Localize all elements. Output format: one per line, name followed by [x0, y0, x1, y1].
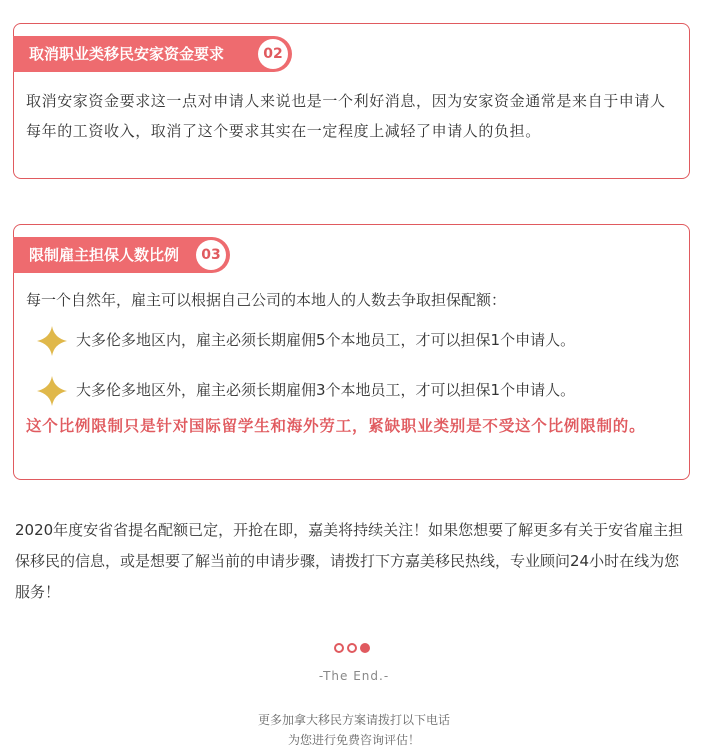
gold-star-icon: [36, 325, 68, 357]
dot-icon: [360, 643, 370, 653]
section-intro: 每一个自然年，雇主可以根据自己公司的本地人的人数去争取担保配额：: [26, 291, 507, 309]
gold-star-icon: [36, 375, 68, 407]
three-dots-icon: [332, 641, 376, 655]
list-item-text: 大多伦多地区内，雇主必须长期雇佣5个本地员工，才可以担保1个申请人。: [76, 331, 576, 349]
section-number-badge: 02: [258, 39, 288, 69]
the-end-label: -The End.-: [318, 669, 390, 683]
section-card-03: [13, 224, 690, 480]
footer-line-2: 为您进行免费咨询评估！: [287, 733, 420, 747]
list-item-text: 大多伦多地区外，雇主必须长期雇佣3个本地员工，才可以担保1个申请人。: [76, 381, 576, 399]
list-item: [36, 321, 677, 361]
dot-icon: [334, 643, 344, 653]
list-item: [36, 371, 677, 411]
closing-paragraph: 2020年度安省省提名配额已定，开抢在即，嘉美将持续关注！如果您想要了解更多有关于安省雇主担保移民的信息，或是想要了解当前的申请步骤，请拨打下方嘉美移民热线，专业顾问24小时在线为您服务！: [15, 521, 684, 601]
section-body: 取消安家资金要求这一点对申请人来说也是一个利好消息，因为安家资金通常是来自于申请人每年的工资收入，取消了这个要求其实在一定程度上减轻了申请人的负担。: [26, 92, 666, 140]
highlight-note: 这个比例限制只是针对国际留学生和海外劳工，紧缺职业类别是不受这个比例限制的。: [26, 417, 646, 435]
footer-line-1: 更多加拿大移民方案请拨打以下电话: [257, 713, 450, 727]
section-title: 取消职业类移民安家资金要求: [29, 45, 225, 63]
section-number-badge: 03: [196, 240, 226, 270]
section-header-02: [13, 36, 292, 72]
section-card-02: [13, 23, 690, 179]
dot-icon: [347, 643, 357, 653]
section-title: 限制雇主担保人数比例: [29, 246, 180, 264]
section-header-03: [13, 237, 230, 273]
